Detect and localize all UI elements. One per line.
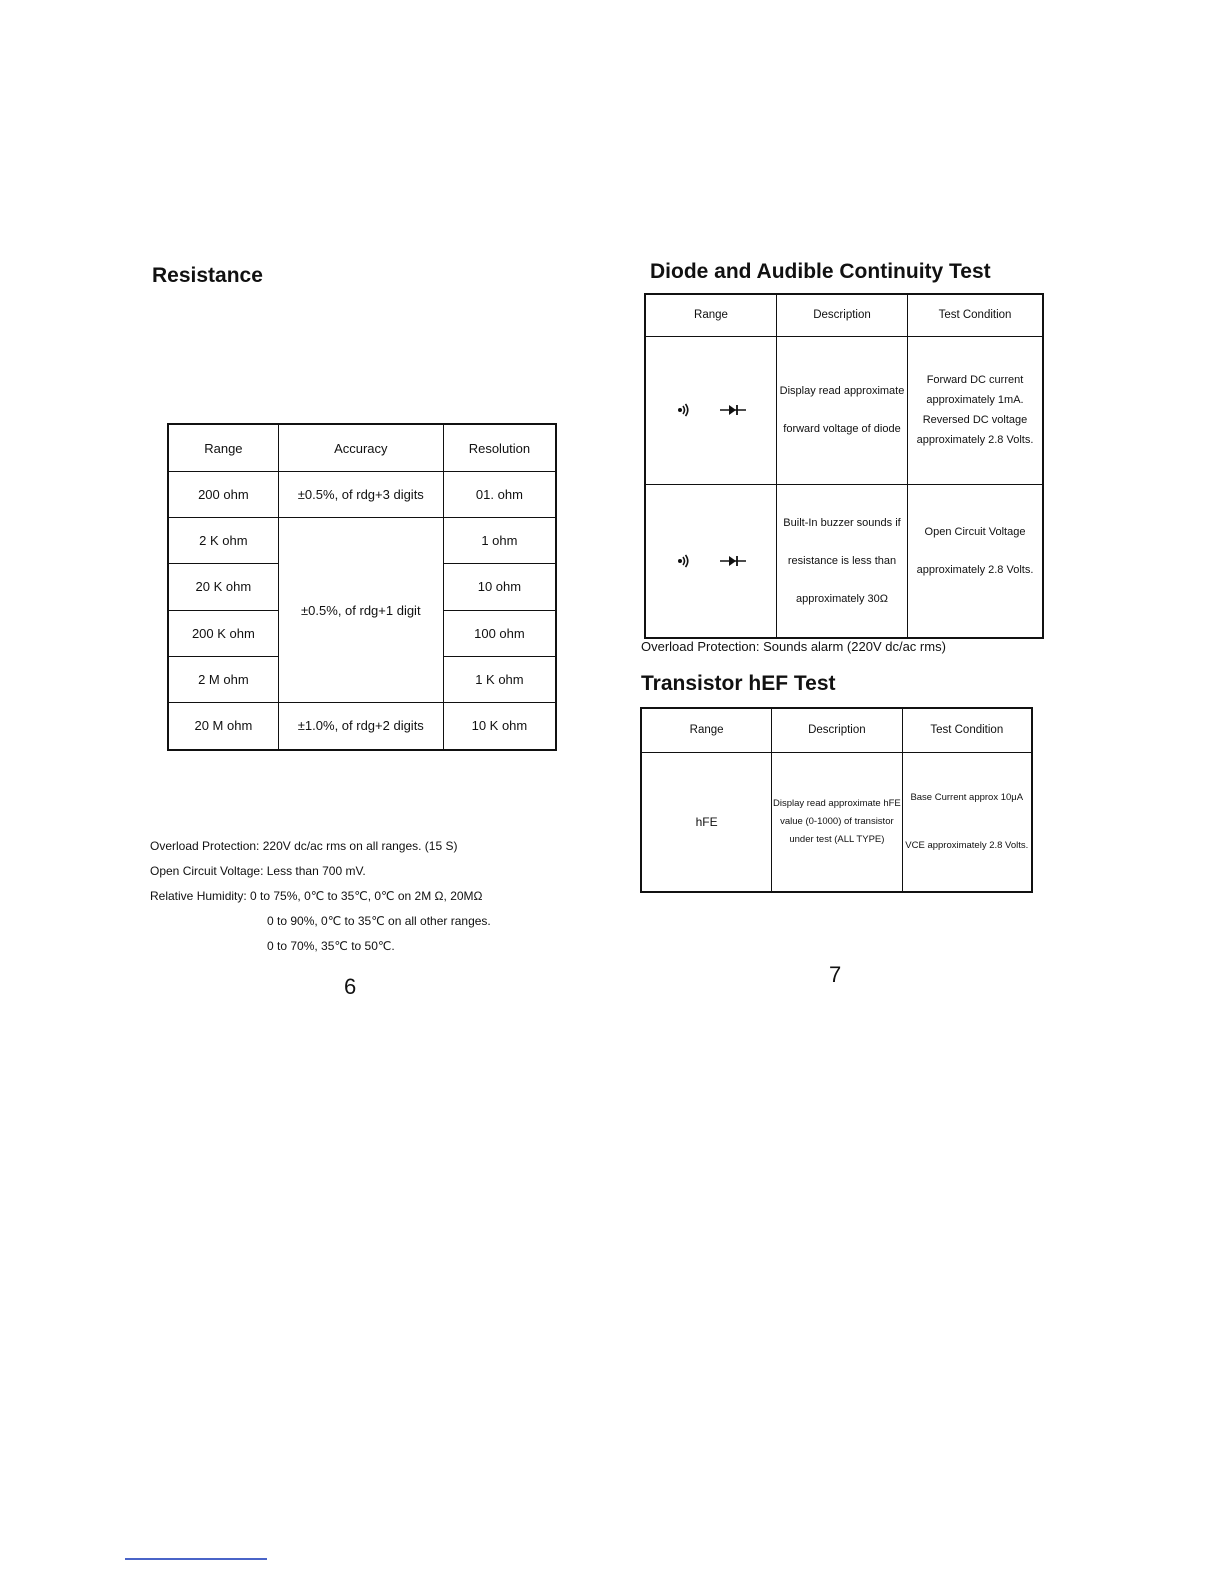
header-accuracy: Accuracy	[278, 424, 443, 472]
condition-line: Forward DC current	[926, 374, 1024, 386]
condition-line: Base Current approx 10μA	[910, 791, 1024, 803]
diode-icon	[720, 403, 746, 417]
header-range: Range	[168, 424, 278, 472]
range-cell: 2 M ohm	[168, 656, 278, 702]
description-line: resistance is less than	[787, 554, 897, 567]
transistor-table	[640, 707, 1033, 893]
condition-cell	[908, 336, 1044, 484]
humidity-note-2: 0 to 90%, 0℃ to 35℃ on all other ranges.	[267, 914, 491, 928]
header-description: Description	[772, 708, 902, 752]
range-cell	[645, 484, 777, 638]
header-test-condition: Test Condition	[902, 708, 1032, 752]
sound-icon	[676, 553, 690, 569]
table-row	[641, 752, 1032, 892]
condition-line: approximately 2.8 Volts.	[916, 563, 1034, 576]
diode-table	[644, 293, 1044, 639]
transistor-title: Transistor hEF Test	[641, 672, 836, 695]
resistance-notes	[150, 834, 491, 959]
accuracy-cell: ±1.0%, of rdg+2 digits	[278, 702, 443, 750]
table-row	[168, 518, 556, 564]
resistance-title: Resistance	[152, 264, 263, 287]
description-line: Display read approximate	[779, 385, 905, 397]
accuracy-cell: ±0.5%, of rdg+1 digit	[278, 518, 443, 703]
table-header-row	[168, 424, 556, 472]
footer-divider	[125, 1558, 267, 1560]
table-row	[645, 484, 1043, 638]
sound-icon	[676, 402, 690, 418]
description-line: value (0-1000) of transistor	[780, 815, 894, 827]
resolution-cell: 10 ohm	[443, 564, 556, 610]
description-cell	[772, 752, 902, 892]
description-line: under test (ALL TYPE)	[789, 833, 885, 845]
table-header-row	[641, 708, 1032, 752]
page-number-right: 7	[829, 962, 842, 987]
range-cell	[645, 336, 777, 484]
range-cell: hFE	[641, 752, 772, 892]
diode-title: Diode and Audible Continuity Test	[650, 260, 991, 283]
overload-note: Overload Protection: 220V dc/ac rms on all ranges. (15 S)	[150, 839, 458, 853]
page-number-left: 6	[344, 974, 357, 999]
diode-icon	[720, 554, 746, 568]
accuracy-cell: ±0.5%, of rdg+3 digits	[278, 472, 443, 518]
table-row	[168, 702, 556, 750]
table-row	[168, 472, 556, 518]
description-line: Built-In buzzer sounds if	[783, 516, 901, 529]
header-test-condition: Test Condition	[908, 294, 1044, 336]
description-cell	[777, 336, 908, 484]
condition-line: Open Circuit Voltage	[924, 525, 1026, 538]
description-cell	[777, 484, 908, 638]
header-resolution: Resolution	[443, 424, 556, 472]
resistance-table	[167, 423, 557, 751]
table-row	[645, 336, 1043, 484]
description-line: Display read approximate hFE	[772, 797, 901, 809]
condition-line: VCE approximately 2.8 Volts.	[905, 839, 1029, 851]
diode-overload-note: Overload Protection: Sounds alarm (220V dc/ac rms)	[641, 639, 946, 654]
header-description: Description	[777, 294, 908, 336]
table-header-row	[645, 294, 1043, 336]
range-cell: 20 K ohm	[168, 564, 278, 610]
header-range: Range	[645, 294, 777, 336]
range-cell: 20 M ohm	[168, 702, 278, 750]
condition-line: Reversed DC voltage	[922, 414, 1028, 426]
range-cell: 2 K ohm	[168, 518, 278, 564]
resolution-cell: 01. ohm	[443, 472, 556, 518]
condition-line: approximately 2.8 Volts.	[916, 434, 1034, 446]
resolution-cell: 1 K ohm	[443, 656, 556, 702]
resolution-cell: 100 ohm	[443, 610, 556, 656]
description-line: approximately 30Ω	[796, 592, 888, 605]
range-cell: 200 ohm	[168, 472, 278, 518]
resolution-cell: 1 ohm	[443, 518, 556, 564]
header-range: Range	[641, 708, 772, 752]
condition-cell	[902, 752, 1032, 892]
description-line: forward voltage of diode	[783, 423, 901, 435]
humidity-note-3: 0 to 70%, 35℃ to 50℃.	[267, 939, 395, 953]
condition-line: approximately 1mA.	[926, 394, 1024, 406]
open-circuit-note: Open Circuit Voltage: Less than 700 mV.	[150, 864, 366, 878]
resolution-cell: 10 K ohm	[443, 702, 556, 750]
condition-cell	[908, 484, 1044, 638]
humidity-note-1: Relative Humidity: 0 to 75%, 0℃ to 35℃, 0℃ on 2M Ω, 20MΩ	[150, 889, 483, 903]
range-cell: 200 K ohm	[168, 610, 278, 656]
